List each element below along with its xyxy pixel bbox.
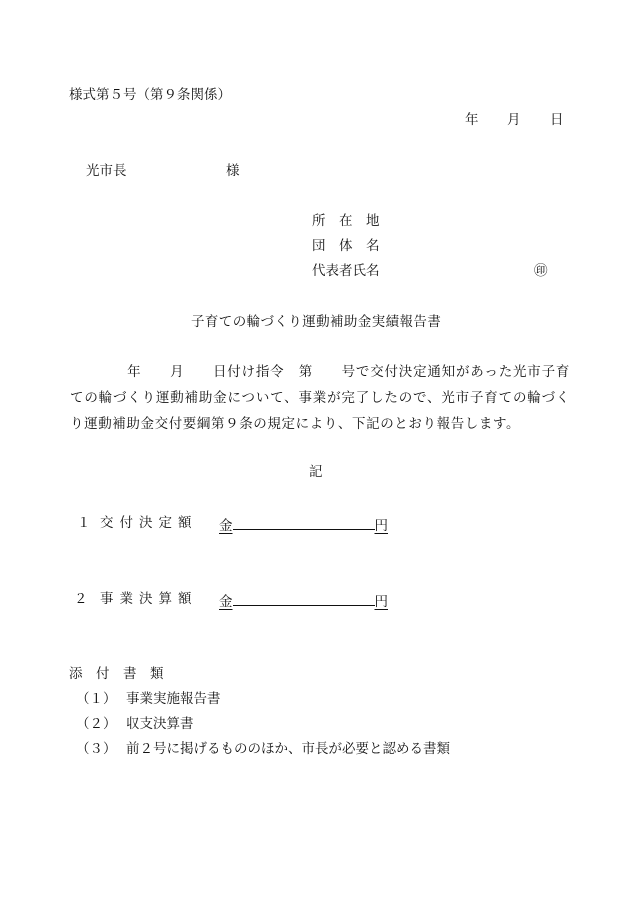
attachment-2-number: （２） xyxy=(76,716,117,732)
body-paragraph: 年 月 日付け指令 第 号で交付決定通知があった光市子育ての輪づくり運動補助金について、事業が完了したので、光市子育ての輪づくり運動補助金交付要綱第９条の規定により、下記のとおり報告します。 xyxy=(70,364,570,432)
ki-note-heading: 記 xyxy=(309,464,323,480)
date-day-label: 日 xyxy=(550,112,564,128)
group-name-label: 団 体 名 xyxy=(312,238,380,254)
item-2-unit: 円 xyxy=(374,594,388,610)
item-1-amount-field xyxy=(219,514,388,535)
item-2-number: ２ xyxy=(74,591,88,607)
date-month-label: 月 xyxy=(507,112,521,128)
attachment-1-number: （１） xyxy=(76,691,117,707)
item-1-prefix: 金 xyxy=(219,518,233,534)
item-2-amount-line xyxy=(233,590,375,606)
attachment-3-text: 前２号に掲げるもののほか、市長が必要と認める書類 xyxy=(126,741,450,757)
form-number: 様式第５号（第９条関係） xyxy=(69,87,231,103)
representative-name-label: 代表者氏名 xyxy=(312,263,380,279)
attachment-1-text: 事業実施報告書 xyxy=(126,691,221,707)
item-2-prefix: 金 xyxy=(219,594,233,610)
item-1-label: 交付決定額 xyxy=(100,515,198,531)
item-1-number: １ xyxy=(77,515,91,531)
address-label: 所 在 地 xyxy=(312,213,380,229)
attachment-2-text: 収支決算書 xyxy=(126,716,194,732)
document-title: 子育ての輪づくり運動補助金実績報告書 xyxy=(191,314,442,330)
item-1-amount-line xyxy=(233,514,375,530)
item-1-unit: 円 xyxy=(374,518,388,534)
attachment-3-number: （３） xyxy=(76,741,117,757)
seal-mark: ㊞ xyxy=(534,263,548,279)
date-year-label: 年 xyxy=(465,112,479,128)
addressee-name: 光市長 xyxy=(86,163,127,179)
addressee-honorific: 様 xyxy=(226,163,240,179)
item-2-amount-field xyxy=(219,590,388,611)
attachments-heading: 添 付 書 類 xyxy=(69,666,164,682)
item-2-label: 事業決算額 xyxy=(100,591,198,607)
